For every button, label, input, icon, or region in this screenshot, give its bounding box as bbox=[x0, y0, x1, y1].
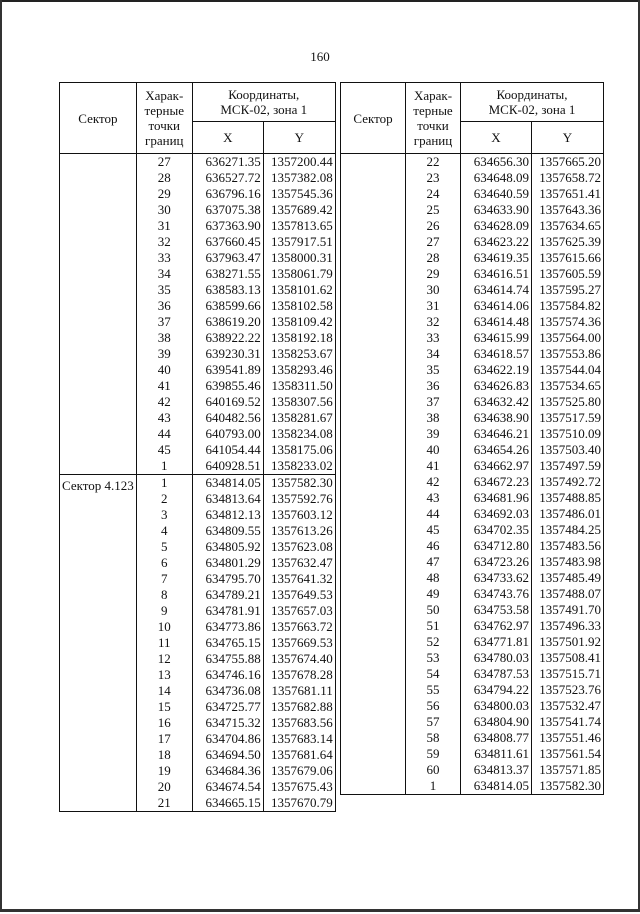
point-number-cell: 41 bbox=[136, 378, 192, 394]
y-coordinate-cell: 1357682.88 bbox=[263, 699, 335, 715]
x-coordinate-cell: 634812.13 bbox=[192, 507, 263, 523]
point-number-cell: 9 bbox=[136, 603, 192, 619]
x-coordinate-cell: 640928.51 bbox=[192, 458, 263, 475]
point-number-cell: 42 bbox=[406, 474, 461, 490]
x-coordinate-cell: 638619.20 bbox=[192, 314, 263, 330]
y-coordinate-cell: 1358101.62 bbox=[263, 282, 335, 298]
y-coordinate-cell: 1357669.53 bbox=[263, 635, 335, 651]
y-coordinate-cell: 1357525.80 bbox=[532, 394, 604, 410]
y-coordinate-cell: 1357485.49 bbox=[532, 570, 604, 586]
x-coordinate-cell: 639230.31 bbox=[192, 346, 263, 362]
point-number-cell: 47 bbox=[406, 554, 461, 570]
point-number-cell: 43 bbox=[406, 490, 461, 506]
x-coordinate-cell: 634787.53 bbox=[461, 666, 532, 682]
point-number-cell: 1 bbox=[136, 458, 192, 475]
x-coordinate-cell: 634813.64 bbox=[192, 491, 263, 507]
x-coordinate-cell: 637963.47 bbox=[192, 250, 263, 266]
x-coordinate-cell: 636271.35 bbox=[192, 154, 263, 171]
point-number-cell: 14 bbox=[136, 683, 192, 699]
point-number-cell: 29 bbox=[406, 266, 461, 282]
y-coordinate-cell: 1357484.25 bbox=[532, 522, 604, 538]
x-coordinate-cell: 634814.05 bbox=[461, 778, 532, 795]
y-coordinate-cell: 1357634.65 bbox=[532, 218, 604, 234]
point-number-cell: 35 bbox=[136, 282, 192, 298]
header-y: Y bbox=[263, 122, 335, 154]
point-number-cell: 34 bbox=[136, 266, 192, 282]
point-number-cell: 50 bbox=[406, 602, 461, 618]
header-coordinates: Координаты, МСК-02, зона 1 bbox=[192, 83, 335, 122]
y-coordinate-cell: 1357497.59 bbox=[532, 458, 604, 474]
y-coordinate-cell: 1357486.01 bbox=[532, 506, 604, 522]
point-number-cell: 40 bbox=[136, 362, 192, 378]
point-number-cell: 11 bbox=[136, 635, 192, 651]
sector-label bbox=[62, 154, 134, 156]
y-coordinate-cell: 1357488.07 bbox=[532, 586, 604, 602]
x-coordinate-cell: 634665.15 bbox=[192, 795, 263, 812]
table-row bbox=[60, 475, 336, 492]
x-coordinate-cell: 634780.03 bbox=[461, 650, 532, 666]
point-number-cell: 48 bbox=[406, 570, 461, 586]
x-coordinate-cell: 638583.13 bbox=[192, 282, 263, 298]
y-coordinate-cell: 1357670.79 bbox=[263, 795, 335, 812]
y-coordinate-cell: 1357553.86 bbox=[532, 346, 604, 362]
point-number-cell: 38 bbox=[406, 410, 461, 426]
y-coordinate-cell: 1357582.30 bbox=[263, 475, 335, 492]
x-coordinate-cell: 638271.55 bbox=[192, 266, 263, 282]
scan-frame-top bbox=[0, 0, 640, 2]
y-coordinate-cell: 1358253.67 bbox=[263, 346, 335, 362]
x-coordinate-cell: 634811.61 bbox=[461, 746, 532, 762]
y-coordinate-cell: 1358311.50 bbox=[263, 378, 335, 394]
point-number-cell: 59 bbox=[406, 746, 461, 762]
x-coordinate-cell: 640793.00 bbox=[192, 426, 263, 442]
y-coordinate-cell: 1357683.14 bbox=[263, 731, 335, 747]
point-number-cell: 54 bbox=[406, 666, 461, 682]
y-coordinate-cell: 1357689.42 bbox=[263, 202, 335, 218]
coordinates-table-right bbox=[340, 82, 604, 795]
x-coordinate-cell: 634809.55 bbox=[192, 523, 263, 539]
y-coordinate-cell: 1357551.46 bbox=[532, 730, 604, 746]
y-coordinate-cell: 1357561.54 bbox=[532, 746, 604, 762]
point-number-cell: 24 bbox=[406, 186, 461, 202]
y-coordinate-cell: 1358192.18 bbox=[263, 330, 335, 346]
page-number: 160 bbox=[310, 49, 330, 64]
x-coordinate-cell: 634692.03 bbox=[461, 506, 532, 522]
point-number-cell: 36 bbox=[136, 298, 192, 314]
x-coordinate-cell: 634765.15 bbox=[192, 635, 263, 651]
sector-cell bbox=[341, 154, 406, 795]
point-number-cell: 45 bbox=[136, 442, 192, 458]
x-coordinate-cell: 640169.52 bbox=[192, 394, 263, 410]
y-coordinate-cell: 1357501.92 bbox=[532, 634, 604, 650]
y-coordinate-cell: 1357483.98 bbox=[532, 554, 604, 570]
y-coordinate-cell: 1357675.43 bbox=[263, 779, 335, 795]
point-number-cell: 19 bbox=[136, 763, 192, 779]
x-coordinate-cell: 634614.48 bbox=[461, 314, 532, 330]
point-number-cell: 38 bbox=[136, 330, 192, 346]
point-number-cell: 55 bbox=[406, 682, 461, 698]
x-coordinate-cell: 639855.46 bbox=[192, 378, 263, 394]
point-number-cell: 44 bbox=[136, 426, 192, 442]
point-number-cell: 8 bbox=[136, 587, 192, 603]
sector-cell bbox=[60, 475, 137, 812]
x-coordinate-cell: 634646.21 bbox=[461, 426, 532, 442]
y-coordinate-cell: 1357517.59 bbox=[532, 410, 604, 426]
point-number-cell: 29 bbox=[136, 186, 192, 202]
x-coordinate-cell: 634814.05 bbox=[192, 475, 263, 492]
y-coordinate-cell: 1357674.40 bbox=[263, 651, 335, 667]
x-coordinate-cell: 634733.62 bbox=[461, 570, 532, 586]
x-coordinate-cell: 634623.22 bbox=[461, 234, 532, 250]
x-coordinate-cell: 634712.80 bbox=[461, 538, 532, 554]
x-coordinate-cell: 636527.72 bbox=[192, 170, 263, 186]
x-coordinate-cell: 634746.16 bbox=[192, 667, 263, 683]
y-coordinate-cell: 1357603.12 bbox=[263, 507, 335, 523]
point-number-cell: 17 bbox=[136, 731, 192, 747]
point-number-cell: 30 bbox=[406, 282, 461, 298]
point-number-cell: 22 bbox=[406, 154, 461, 171]
x-coordinate-cell: 634614.74 bbox=[461, 282, 532, 298]
x-coordinate-cell: 634762.97 bbox=[461, 618, 532, 634]
point-number-cell: 2 bbox=[136, 491, 192, 507]
y-coordinate-cell: 1357483.56 bbox=[532, 538, 604, 554]
x-coordinate-cell: 634781.91 bbox=[192, 603, 263, 619]
x-coordinate-cell: 634633.90 bbox=[461, 202, 532, 218]
x-coordinate-cell: 639541.89 bbox=[192, 362, 263, 378]
point-number-cell: 4 bbox=[136, 523, 192, 539]
y-coordinate-cell: 1357571.85 bbox=[532, 762, 604, 778]
x-coordinate-cell: 637660.45 bbox=[192, 234, 263, 250]
point-number-cell: 3 bbox=[136, 507, 192, 523]
x-coordinate-cell: 634614.06 bbox=[461, 298, 532, 314]
y-coordinate-cell: 1358293.46 bbox=[263, 362, 335, 378]
x-coordinate-cell: 634702.35 bbox=[461, 522, 532, 538]
y-coordinate-cell: 1357492.72 bbox=[532, 474, 604, 490]
y-coordinate-cell: 1358109.42 bbox=[263, 314, 335, 330]
x-coordinate-cell: 634618.57 bbox=[461, 346, 532, 362]
point-number-cell: 23 bbox=[406, 170, 461, 186]
y-coordinate-cell: 1357665.20 bbox=[532, 154, 604, 171]
table-row bbox=[60, 154, 336, 171]
y-coordinate-cell: 1358000.31 bbox=[263, 250, 335, 266]
x-coordinate-cell: 634808.77 bbox=[461, 730, 532, 746]
x-coordinate-cell: 634632.42 bbox=[461, 394, 532, 410]
point-number-cell: 10 bbox=[136, 619, 192, 635]
sector-label: Сектор 4.123 bbox=[62, 478, 134, 493]
y-coordinate-cell: 1357584.82 bbox=[532, 298, 604, 314]
x-coordinate-cell: 634789.21 bbox=[192, 587, 263, 603]
x-coordinate-cell: 634662.97 bbox=[461, 458, 532, 474]
point-number-cell: 46 bbox=[406, 538, 461, 554]
y-coordinate-cell: 1357508.41 bbox=[532, 650, 604, 666]
x-coordinate-cell: 634640.59 bbox=[461, 186, 532, 202]
y-coordinate-cell: 1357488.85 bbox=[532, 490, 604, 506]
x-coordinate-cell: 634681.96 bbox=[461, 490, 532, 506]
point-number-cell: 18 bbox=[136, 747, 192, 763]
point-number-cell: 31 bbox=[406, 298, 461, 314]
point-number-cell: 15 bbox=[136, 699, 192, 715]
y-coordinate-cell: 1358175.06 bbox=[263, 442, 335, 458]
x-coordinate-cell: 634626.83 bbox=[461, 378, 532, 394]
x-coordinate-cell: 634736.08 bbox=[192, 683, 263, 699]
point-number-cell: 13 bbox=[136, 667, 192, 683]
x-coordinate-cell: 634753.58 bbox=[461, 602, 532, 618]
header-coordinates: Координаты, МСК-02, зона 1 bbox=[461, 83, 604, 122]
point-number-cell: 34 bbox=[406, 346, 461, 362]
coordinates-table-left bbox=[59, 82, 336, 812]
point-number-cell: 20 bbox=[136, 779, 192, 795]
y-coordinate-cell: 1358233.02 bbox=[263, 458, 335, 475]
point-number-cell: 1 bbox=[136, 475, 192, 492]
point-number-cell: 58 bbox=[406, 730, 461, 746]
point-number-cell: 12 bbox=[136, 651, 192, 667]
y-coordinate-cell: 1357510.09 bbox=[532, 426, 604, 442]
point-number-cell: 40 bbox=[406, 442, 461, 458]
point-number-cell: 33 bbox=[136, 250, 192, 266]
point-number-cell: 27 bbox=[136, 154, 192, 171]
point-number-cell: 42 bbox=[136, 394, 192, 410]
y-coordinate-cell: 1357679.06 bbox=[263, 763, 335, 779]
x-coordinate-cell: 641054.44 bbox=[192, 442, 263, 458]
y-coordinate-cell: 1357491.70 bbox=[532, 602, 604, 618]
point-number-cell: 39 bbox=[406, 426, 461, 442]
header-y: Y bbox=[532, 122, 604, 154]
point-number-cell: 1 bbox=[406, 778, 461, 795]
x-coordinate-cell: 634813.37 bbox=[461, 762, 532, 778]
y-coordinate-cell: 1357592.76 bbox=[263, 491, 335, 507]
point-number-cell: 35 bbox=[406, 362, 461, 378]
x-coordinate-cell: 634805.92 bbox=[192, 539, 263, 555]
point-number-cell: 37 bbox=[136, 314, 192, 330]
y-coordinate-cell: 1358281.67 bbox=[263, 410, 335, 426]
y-coordinate-cell: 1357678.28 bbox=[263, 667, 335, 683]
y-coordinate-cell: 1357813.65 bbox=[263, 218, 335, 234]
point-number-cell: 32 bbox=[406, 314, 461, 330]
x-coordinate-cell: 634755.88 bbox=[192, 651, 263, 667]
x-coordinate-cell: 634771.81 bbox=[461, 634, 532, 650]
x-coordinate-cell: 634674.54 bbox=[192, 779, 263, 795]
x-coordinate-cell: 634704.86 bbox=[192, 731, 263, 747]
y-coordinate-cell: 1357496.33 bbox=[532, 618, 604, 634]
y-coordinate-cell: 1357532.47 bbox=[532, 698, 604, 714]
x-coordinate-cell: 634800.03 bbox=[461, 698, 532, 714]
point-number-cell: 41 bbox=[406, 458, 461, 474]
y-coordinate-cell: 1357917.51 bbox=[263, 234, 335, 250]
x-coordinate-cell: 634628.09 bbox=[461, 218, 532, 234]
scan-frame-left bbox=[0, 0, 2, 912]
x-coordinate-cell: 634684.36 bbox=[192, 763, 263, 779]
point-number-cell: 7 bbox=[136, 571, 192, 587]
point-number-cell: 27 bbox=[406, 234, 461, 250]
point-number-cell: 60 bbox=[406, 762, 461, 778]
x-coordinate-cell: 634804.90 bbox=[461, 714, 532, 730]
x-coordinate-cell: 634656.30 bbox=[461, 154, 532, 171]
y-coordinate-cell: 1357200.44 bbox=[263, 154, 335, 171]
point-number-cell: 51 bbox=[406, 618, 461, 634]
y-coordinate-cell: 1357683.56 bbox=[263, 715, 335, 731]
header-sector: Сектор bbox=[60, 83, 137, 154]
point-number-cell: 30 bbox=[136, 202, 192, 218]
header-char-points: Харак- терные точки границ bbox=[406, 83, 461, 154]
x-coordinate-cell: 634795.70 bbox=[192, 571, 263, 587]
x-coordinate-cell: 634725.77 bbox=[192, 699, 263, 715]
point-number-cell: 57 bbox=[406, 714, 461, 730]
point-number-cell: 21 bbox=[136, 795, 192, 812]
y-coordinate-cell: 1357681.64 bbox=[263, 747, 335, 763]
point-number-cell: 49 bbox=[406, 586, 461, 602]
y-coordinate-cell: 1357545.36 bbox=[263, 186, 335, 202]
y-coordinate-cell: 1357613.26 bbox=[263, 523, 335, 539]
x-coordinate-cell: 634723.26 bbox=[461, 554, 532, 570]
y-coordinate-cell: 1357515.71 bbox=[532, 666, 604, 682]
y-coordinate-cell: 1358061.79 bbox=[263, 266, 335, 282]
x-coordinate-cell: 634672.23 bbox=[461, 474, 532, 490]
x-coordinate-cell: 636796.16 bbox=[192, 186, 263, 202]
table-row bbox=[341, 154, 604, 171]
header-sector: Сектор bbox=[341, 83, 406, 154]
header-char-points: Харак- терные точки границ bbox=[136, 83, 192, 154]
y-coordinate-cell: 1357523.76 bbox=[532, 682, 604, 698]
y-coordinate-cell: 1357649.53 bbox=[263, 587, 335, 603]
point-number-cell: 36 bbox=[406, 378, 461, 394]
x-coordinate-cell: 634619.35 bbox=[461, 250, 532, 266]
point-number-cell: 37 bbox=[406, 394, 461, 410]
x-coordinate-cell: 634694.50 bbox=[192, 747, 263, 763]
y-coordinate-cell: 1357658.72 bbox=[532, 170, 604, 186]
x-coordinate-cell: 634616.51 bbox=[461, 266, 532, 282]
y-coordinate-cell: 1357651.41 bbox=[532, 186, 604, 202]
y-coordinate-cell: 1357595.27 bbox=[532, 282, 604, 298]
y-coordinate-cell: 1358234.08 bbox=[263, 426, 335, 442]
point-number-cell: 25 bbox=[406, 202, 461, 218]
point-number-cell: 5 bbox=[136, 539, 192, 555]
x-coordinate-cell: 634715.32 bbox=[192, 715, 263, 731]
sector-label bbox=[343, 154, 403, 156]
y-coordinate-cell: 1357663.72 bbox=[263, 619, 335, 635]
y-coordinate-cell: 1358102.58 bbox=[263, 298, 335, 314]
point-number-cell: 44 bbox=[406, 506, 461, 522]
point-number-cell: 26 bbox=[406, 218, 461, 234]
point-number-cell: 31 bbox=[136, 218, 192, 234]
x-coordinate-cell: 634622.19 bbox=[461, 362, 532, 378]
point-number-cell: 28 bbox=[136, 170, 192, 186]
y-coordinate-cell: 1357641.32 bbox=[263, 571, 335, 587]
point-number-cell: 53 bbox=[406, 650, 461, 666]
y-coordinate-cell: 1357605.59 bbox=[532, 266, 604, 282]
x-coordinate-cell: 638922.22 bbox=[192, 330, 263, 346]
y-coordinate-cell: 1357632.47 bbox=[263, 555, 335, 571]
point-number-cell: 39 bbox=[136, 346, 192, 362]
x-coordinate-cell: 634794.22 bbox=[461, 682, 532, 698]
point-number-cell: 52 bbox=[406, 634, 461, 650]
point-number-cell: 28 bbox=[406, 250, 461, 266]
y-coordinate-cell: 1357657.03 bbox=[263, 603, 335, 619]
y-coordinate-cell: 1357574.36 bbox=[532, 314, 604, 330]
x-coordinate-cell: 637363.90 bbox=[192, 218, 263, 234]
point-number-cell: 56 bbox=[406, 698, 461, 714]
y-coordinate-cell: 1357615.66 bbox=[532, 250, 604, 266]
y-coordinate-cell: 1357582.30 bbox=[532, 778, 604, 795]
point-number-cell: 43 bbox=[136, 410, 192, 426]
point-number-cell: 32 bbox=[136, 234, 192, 250]
scan-frame-bottom bbox=[0, 909, 640, 912]
point-number-cell: 33 bbox=[406, 330, 461, 346]
point-number-cell: 6 bbox=[136, 555, 192, 571]
x-coordinate-cell: 637075.38 bbox=[192, 202, 263, 218]
x-coordinate-cell: 640482.56 bbox=[192, 410, 263, 426]
sector-cell bbox=[60, 154, 137, 475]
point-number-cell: 45 bbox=[406, 522, 461, 538]
x-coordinate-cell: 634801.29 bbox=[192, 555, 263, 571]
x-coordinate-cell: 634743.76 bbox=[461, 586, 532, 602]
x-coordinate-cell: 634773.86 bbox=[192, 619, 263, 635]
y-coordinate-cell: 1357503.40 bbox=[532, 442, 604, 458]
point-number-cell: 16 bbox=[136, 715, 192, 731]
header-x: X bbox=[192, 122, 263, 154]
y-coordinate-cell: 1357623.08 bbox=[263, 539, 335, 555]
x-coordinate-cell: 638599.66 bbox=[192, 298, 263, 314]
y-coordinate-cell: 1357382.08 bbox=[263, 170, 335, 186]
y-coordinate-cell: 1357541.74 bbox=[532, 714, 604, 730]
x-coordinate-cell: 634615.99 bbox=[461, 330, 532, 346]
x-coordinate-cell: 634638.90 bbox=[461, 410, 532, 426]
x-coordinate-cell: 634648.09 bbox=[461, 170, 532, 186]
y-coordinate-cell: 1357625.39 bbox=[532, 234, 604, 250]
y-coordinate-cell: 1357564.00 bbox=[532, 330, 604, 346]
y-coordinate-cell: 1357534.65 bbox=[532, 378, 604, 394]
y-coordinate-cell: 1358307.56 bbox=[263, 394, 335, 410]
x-coordinate-cell: 634654.26 bbox=[461, 442, 532, 458]
y-coordinate-cell: 1357681.11 bbox=[263, 683, 335, 699]
y-coordinate-cell: 1357643.36 bbox=[532, 202, 604, 218]
y-coordinate-cell: 1357544.04 bbox=[532, 362, 604, 378]
header-x: X bbox=[461, 122, 532, 154]
